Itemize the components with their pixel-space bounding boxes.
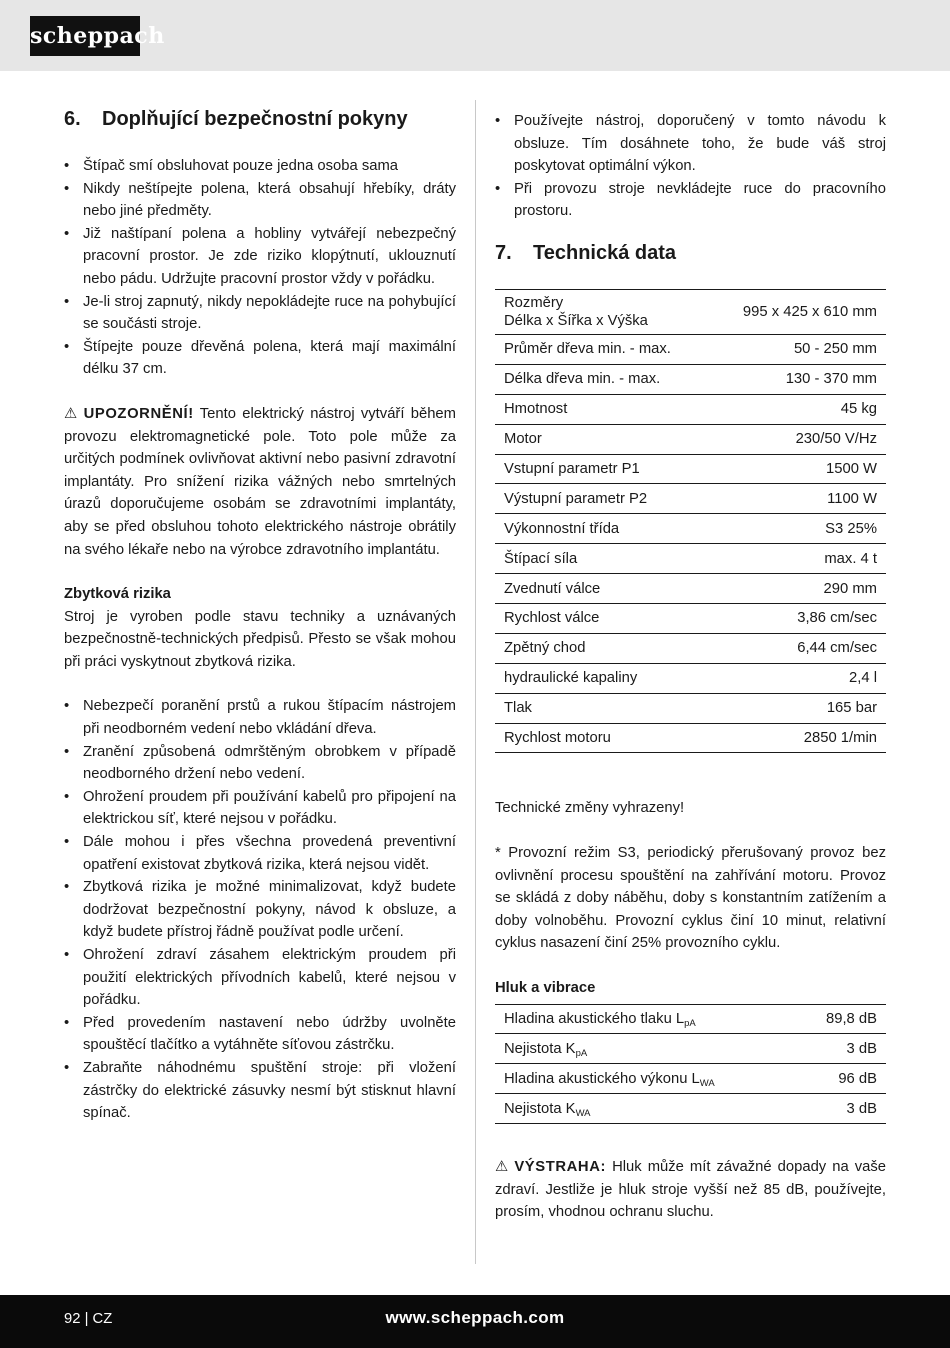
list-item: • Zranění způsobená odmrštěným obrobkem v případě neodborného držení nebo vedení. [64, 741, 456, 786]
usage-list [495, 110, 886, 223]
warning-label: VÝSTRAHA: [514, 1159, 607, 1176]
spec-value: 50 - 250 mm [710, 334, 886, 364]
column-divider [475, 100, 476, 1264]
spec-label: Výkonnostní třída [495, 514, 710, 544]
spec-label: Rychlost válce [495, 603, 710, 633]
spec-label: Výstupní parametr P2 [495, 484, 710, 514]
spec-label: Délka dřeva min. - max. [495, 364, 710, 394]
list-item: • Při provozu stroje nevkládejte ruce do pracovního prostoru. [495, 178, 886, 223]
table-row [495, 1004, 886, 1034]
noise-label [495, 1034, 795, 1064]
table-row [495, 484, 886, 514]
list-item: • Nebezpečí poranění prstů a rukou štípacím nástrojem při neodborném vedení nebo vkládání dřeva. [64, 695, 456, 740]
spec-label: Průměr dřeva min. - max. [495, 334, 710, 364]
noise-value: 89,8 dB [795, 1004, 886, 1034]
table-row [495, 693, 886, 723]
list-item: • Před provedením nastavení nebo údržby uvolněte spouštěcí tlačítko a vytáhněte síťovou zástrčku. [64, 1012, 456, 1057]
list-item: • Používejte nástroj, doporučený v tomto návodu k obsluze. Tím dosáhnete toho, že bude váš stroj poskytovat optimální výkon. [495, 110, 886, 178]
list-item: • Je-li stroj zapnutý, nikdy nepokládejte ruce na pohybující se součásti stroje. [64, 291, 456, 336]
table-row [495, 723, 886, 753]
spec-value: 45 kg [710, 394, 886, 424]
list-item: • Nikdy neštípejte polena, která obsahují hřebíky, dráty nebo jiné předměty. [64, 178, 456, 223]
spec-label: Zvednutí válce [495, 574, 710, 604]
spec-value: 6,44 cm/sec [710, 633, 886, 663]
spec-label: Hmotnost [495, 394, 710, 424]
table-row [495, 1094, 886, 1124]
table-row [495, 514, 886, 544]
noise-label-subscript: pA [575, 1047, 588, 1059]
spec-label [495, 289, 710, 334]
spec-label: Tlak [495, 693, 710, 723]
list-item: • Štípač smí obsluhovat pouze jedna osoba sama [64, 155, 456, 178]
noise-warning [495, 1156, 886, 1224]
noise-label [495, 1064, 795, 1094]
spec-value: 230/50 V/Hz [710, 424, 886, 454]
spec-value: 3,86 cm/sec [710, 603, 886, 633]
spec-label: Zpětný chod [495, 633, 710, 663]
list-item: • Již naštípaní polena a hobliny vytvářejí nebezpečný pracovní prostor. Je zde riziko klopýtnutí, uklouznutí nebo pádu. Udržujte pracovní prostor vždy v pořádku. [64, 223, 456, 291]
table-row [495, 424, 886, 454]
noise-value: 3 dB [795, 1034, 886, 1064]
safety-list [64, 155, 456, 381]
section-6-title: Doplňující bezpečnostní pokyny [102, 108, 408, 130]
section-7-title: Technická data [533, 241, 677, 264]
table-row [495, 574, 886, 604]
noise-label-text: Nejistota K [504, 1040, 576, 1057]
residual-risks-title: Zbytková rizika [64, 586, 171, 603]
scheppach-logo: scheppach [30, 16, 140, 56]
spec-value: S3 25% [710, 514, 886, 544]
footer-bar [0, 1295, 950, 1348]
s3-mode-note: * Provozní režim S3, periodický přerušovaný provoz bez ovlivnění procesu spouštění na zahřívání motoru. Provoz se skládá z doby náběhu, doby s konstantním zatížením a doby volnoběhu. Provozní cyklus činí 10 minut, relativní cyklus nasazení činí 25% provozního cyklu. [495, 845, 886, 952]
list-item: • Ohrožení zdraví zásahem elektrickým proudem při použití elektrických přívodních kabelů, které nejsou v pořádku. [64, 944, 456, 1012]
header-bar [0, 0, 950, 71]
spec-label: Motor [495, 424, 710, 454]
residual-risks-text: Stroj je vyroben podle stavu techniky a uznávaných bezpečnostně-technických předpisů. Přesto se však mohou při práci vyskytnout zbytková rizika. [64, 608, 456, 670]
noise-title: Hluk a vibrace [495, 980, 596, 996]
noise-label-subscript: WA [699, 1077, 715, 1089]
noise-value: 3 dB [795, 1094, 886, 1124]
noise-label-subscript: pA [684, 1018, 696, 1030]
warning-icon: ⚠ [495, 1159, 509, 1176]
noise-value: 96 dB [795, 1064, 886, 1094]
noise-label-text: Nejistota K [504, 1100, 576, 1117]
spec-value: 995 x 425 x 610 mm [710, 289, 886, 334]
warning-icon: ⚠ [64, 405, 78, 422]
list-item: • Ohrožení proudem při používání kabelů pro připojení na elektrickou síť, které nejsou v pořádku. [64, 786, 456, 831]
table-row [495, 1034, 886, 1064]
table-row [495, 633, 886, 663]
warning-text: Hluk může mít závažné dopady na vaše zdraví. Jestliže je hluk stroje vyšší než 85 dB, používejte, prosím, vhodnou ochranu sluchu. [495, 1159, 886, 1221]
noise-label [495, 1094, 795, 1124]
spec-label: Štípací síla [495, 544, 710, 574]
spec-value: 1500 W [710, 454, 886, 484]
spec-value: 2850 1/min [710, 723, 886, 753]
technical-data-table [495, 289, 886, 753]
spec-value: 165 bar [710, 693, 886, 723]
noise-label-subscript: WA [575, 1107, 591, 1119]
technical-changes-note: Technické změny vyhrazeny! [495, 800, 685, 817]
list-item: • Dále mohou i přes všechna provedená preventivní opatření existovat zbytková rizika, která nejsou vidět. [64, 831, 456, 876]
spec-label-line: Délka x Šířka x Výška [504, 312, 648, 329]
noise-table [495, 1004, 886, 1125]
table-row [495, 603, 886, 633]
table-row [495, 334, 886, 364]
noise-label [495, 1004, 795, 1034]
list-item: • Zbytková rizika je možné minimalizovat, když budete dodržovat bezpečnostní pokyny, návod k obsluze, a když budete přístroj řádně používat podle určení. [64, 876, 456, 944]
spec-value: 130 - 370 mm [710, 364, 886, 394]
warning-text: Tento elektrický nástroj vytváří během provozu elektromagnetické pole. Toto pole může za určitých podmínek ovlivňovat aktivní nebo pasivní zdravotní implantáty. Pro snížení rizika vážných nebo smrtelných úrazů doporučujeme osobám se zdravotními implantáty, aby se před obsluhou tohoto elektrického nástroje obrátily na svého lékaře nebo na výrobce zdravotního implantátu. [64, 405, 456, 558]
noise-label-text: Hladina akustického výkonu L [504, 1070, 700, 1087]
spec-label: Vstupní parametr P1 [495, 454, 710, 484]
spec-label: hydraulické kapaliny [495, 663, 710, 693]
list-item: • Zabraňte náhodnému spuštění stroje: při vložení zástrčky do elektrické zásuvky nesmí být stisknut hlavní spínač. [64, 1057, 456, 1125]
spec-label-line: Rozměry [504, 294, 564, 311]
emf-warning [64, 403, 456, 561]
website-link[interactable]: www.scheppach.com [385, 1308, 565, 1327]
table-row [495, 1064, 886, 1094]
section-6-number: 6. [64, 108, 81, 130]
table-row [495, 364, 886, 394]
spec-value: max. 4 t [710, 544, 886, 574]
spec-value: 290 mm [710, 574, 886, 604]
section-7-heading [495, 239, 886, 267]
section-6-heading [64, 105, 456, 133]
right-column [495, 110, 886, 1224]
table-row [495, 289, 886, 334]
table-row [495, 394, 886, 424]
residual-risks-list [64, 695, 456, 1124]
table-row [495, 454, 886, 484]
left-column [64, 105, 456, 1125]
spec-value: 2,4 l [710, 663, 886, 693]
table-row [495, 544, 886, 574]
list-item: • Štípejte pouze dřevěná polena, která mají maximální délku 37 cm. [64, 336, 456, 381]
spec-value: 1100 W [710, 484, 886, 514]
section-7-number: 7. [495, 241, 512, 264]
warning-label: UPOZORNĚNÍ! [83, 405, 194, 422]
table-row [495, 663, 886, 693]
page-number: 92 | CZ [64, 1311, 113, 1327]
spec-label: Rychlost motoru [495, 723, 710, 753]
noise-label-text: Hladina akustického tlaku L [504, 1011, 685, 1028]
